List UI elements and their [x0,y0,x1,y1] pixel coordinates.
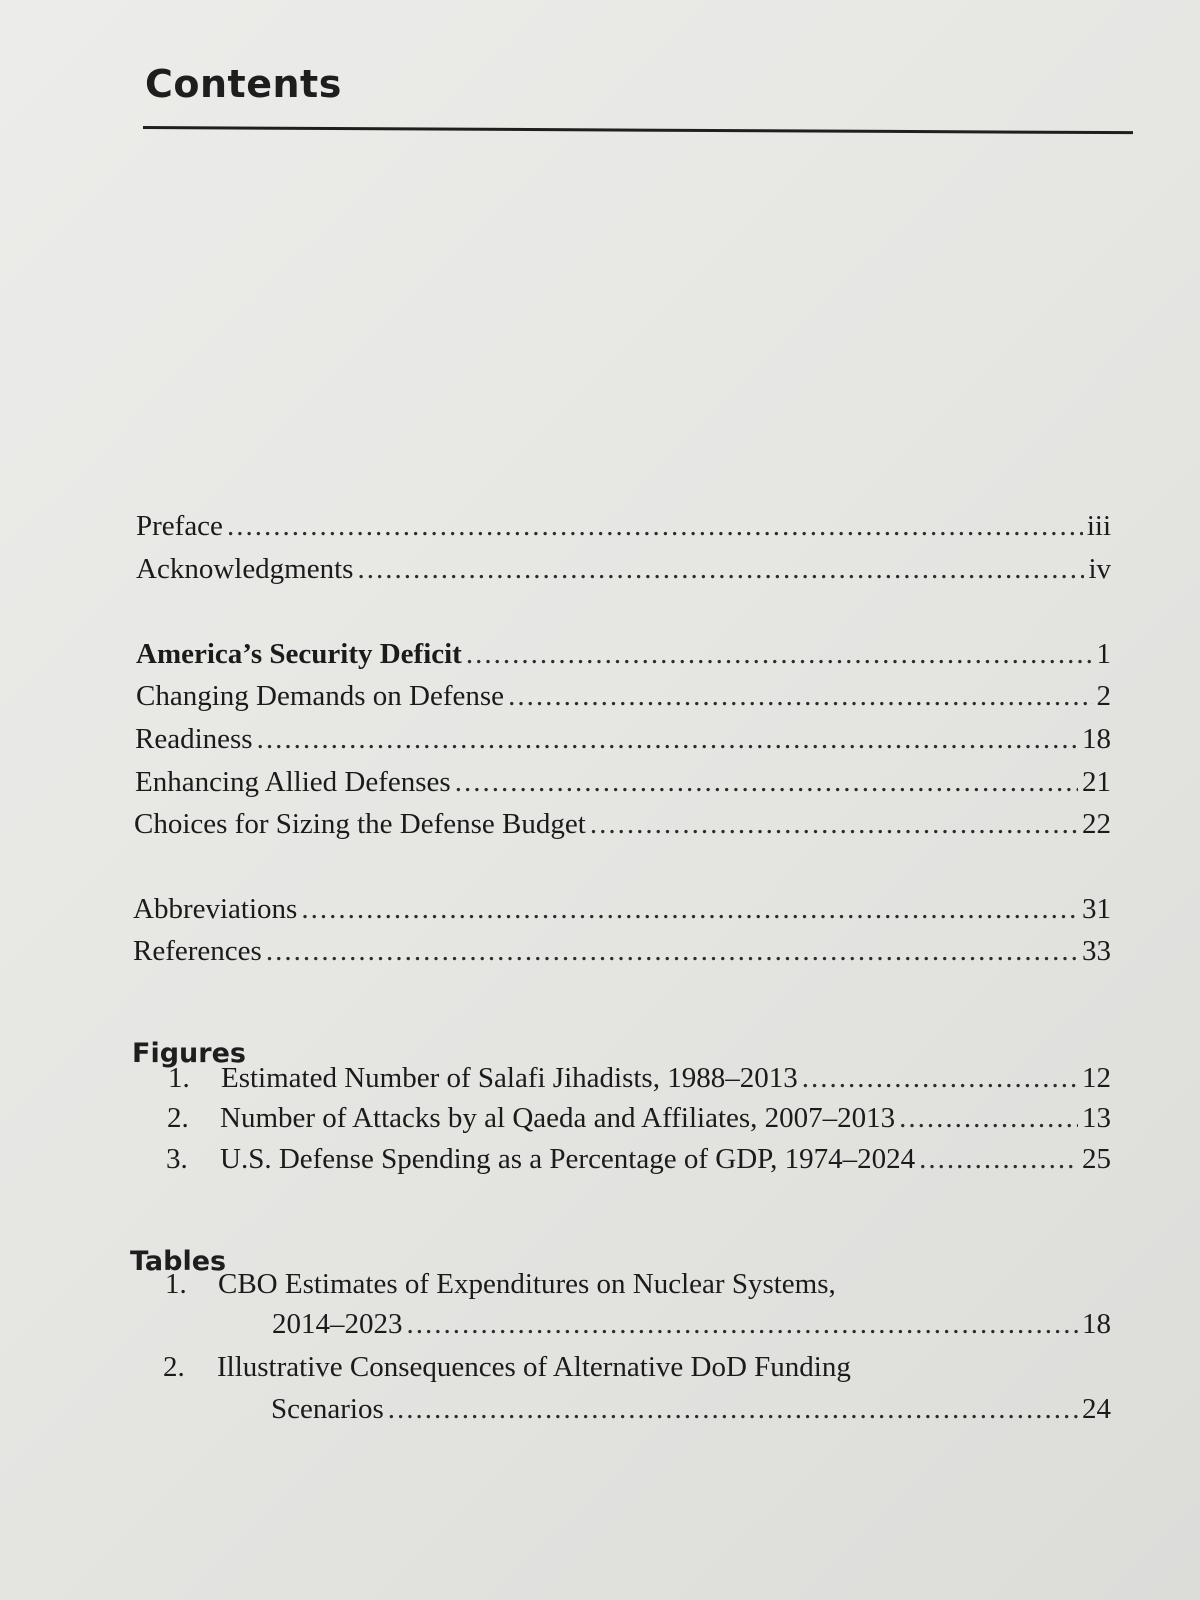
dot-leader [388,1391,1078,1427]
entry-label: 2014–2023 [272,1308,403,1340]
dot-leader [590,806,1078,842]
dot-leader [357,551,1084,587]
toc-entry-table-2[interactable] [271,1391,1111,1427]
toc-entry-references[interactable] [133,933,1111,969]
table-1-title-line[interactable]: CBO Estimates of Expenditures on Nuclear Systems, [218,1268,836,1300]
dot-leader [227,508,1083,544]
entry-page: 33 [1082,935,1111,967]
dot-leader [301,891,1078,927]
entry-page: 25 [1082,1143,1111,1175]
table-2-title-line[interactable]: Illustrative Consequences of Alternative DoD Funding [217,1351,851,1383]
entry-label: Abbreviations [133,893,298,925]
entry-label: Number of Attacks by al Qaeda and Affiliates, 2007–2013 [220,1102,896,1134]
dot-leader [919,1141,1078,1177]
entry-label: Readiness [135,723,253,755]
dot-leader [508,678,1092,714]
dot-leader [266,933,1078,969]
entry-label: References [133,935,262,967]
toc-entry-preface[interactable] [136,508,1111,544]
toc-entry-acknowledgments[interactable] [136,551,1111,587]
page-title: Contents [145,62,342,106]
dot-leader [466,636,1093,672]
entry-page: 21 [1082,766,1111,798]
entry-label: U.S. Defense Spending as a Percentage of GDP, 1974–2024 [220,1143,916,1175]
toc-entry-readiness[interactable] [135,721,1111,757]
dot-leader [455,764,1078,800]
toc-entry-figure-2[interactable] [220,1100,1111,1136]
entry-page: 1 [1096,638,1111,670]
dot-leader [257,721,1078,757]
toc-entry-changing-demands[interactable] [136,678,1111,714]
dot-leader [899,1100,1078,1136]
title-rule [143,126,1133,134]
figure-number: 3. [166,1143,188,1175]
entry-label: Acknowledgments [136,553,354,585]
table-number: 1. [165,1268,187,1300]
entry-page: 18 [1082,723,1111,755]
dot-leader [407,1306,1079,1342]
toc-entry-americas-security-deficit[interactable] [136,636,1111,672]
entry-page: 12 [1082,1062,1111,1094]
toc-entry-choices-for-sizing[interactable] [134,806,1111,842]
entry-label: Scenarios [271,1393,384,1425]
entry-page: 2 [1096,680,1111,712]
entry-page: 24 [1082,1393,1111,1425]
toc-entry-table-1[interactable] [272,1306,1111,1342]
entry-page: 18 [1082,1308,1111,1340]
entry-page: 31 [1082,893,1111,925]
entry-label: Estimated Number of Salafi Jihadists, 1988–2013 [221,1062,798,1094]
entry-page: iv [1088,553,1111,585]
toc-entry-enhancing-allied-defenses[interactable] [135,764,1111,800]
entry-label: Preface [136,510,223,542]
dot-leader [802,1060,1078,1096]
entry-page: 13 [1082,1102,1111,1134]
entry-page: iii [1086,510,1111,542]
entry-label: Choices for Sizing the Defense Budget [134,808,586,840]
figures-heading: Figures [132,1038,246,1069]
entry-page: 22 [1082,808,1111,840]
figure-number: 1. [168,1062,190,1094]
toc-entry-abbreviations[interactable] [133,891,1111,927]
tables-heading: Tables [130,1246,227,1277]
entry-label: Enhancing Allied Defenses [135,766,451,798]
table-number: 2. [163,1351,185,1383]
entry-label: Changing Demands on Defense [136,680,505,712]
entry-label: America’s Security Deficit [136,638,462,670]
toc-entry-figure-3[interactable] [220,1141,1111,1177]
figure-number: 2. [167,1102,189,1134]
toc-entry-figure-1[interactable] [221,1060,1111,1096]
